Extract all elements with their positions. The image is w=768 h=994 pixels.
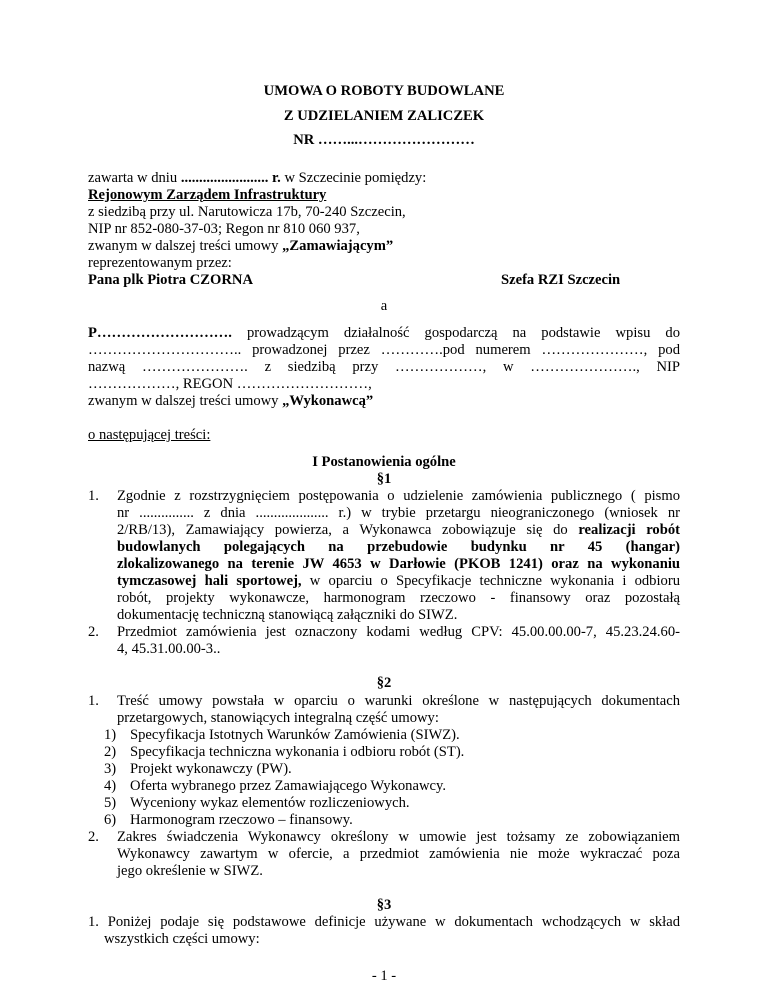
- s3-item1-line-1: 1. Poniżej podaje się podstawowe definicje używane w dokumentach wchodzących w skład: [88, 914, 680, 930]
- doc-list-number: 1): [104, 727, 117, 743]
- s2-item2-line-1: Zakres świadczenia Wykonawcy określony w umowie jest tożsamy ze zobowiązaniem: [117, 829, 680, 845]
- s1-item2-line-2: 4, 45.31.00.00-3..: [117, 641, 221, 657]
- following-text: o następującej treści:: [88, 427, 211, 443]
- section1-heading: I Postanowienia ogólne: [312, 454, 456, 470]
- doc-list-item: Oferta wybranego przez Zamawiającego Wykonawcy.: [130, 778, 446, 794]
- representative-role: Szefa RZI Szczecin: [501, 272, 621, 288]
- party1-name: Rejonowym Zarządem Infrastruktury: [88, 187, 327, 203]
- representative-name: Pana plk Piotra CZORNA: [88, 272, 253, 288]
- s2-item1-line-1: Treść umowy powstała w oparciu o warunki określone w następujących dokumentach: [117, 693, 680, 709]
- s1-item1-line-7: robót, projekty wykonawcze, harmonogram rzeczowo - finansowy oraz pozostałą: [117, 590, 680, 606]
- party1-called: zwanym w dalszej treści umowy „Zamawiającym”: [88, 238, 394, 254]
- s2-item2-line-2: Wykonawcy zawartym w ofercie, a przedmiot zamówienia nie może wykraczać poza: [117, 846, 680, 862]
- s1-item1-line-8: dokumentację techniczną stanowiącą załączniki do SIWZ.: [117, 607, 458, 623]
- s1-item1-line-5: zlokalizowanego na terenie JW 4653 w Darłowie (PKOB 1241) oraz na wykonaniu: [117, 556, 680, 572]
- page-number: - 1 -: [371, 968, 397, 984]
- section1-paragraph-1: §1: [376, 471, 392, 487]
- party1-address: z siedzibą przy ul. Narutowicza 17b, 70-240 Szczecin,: [88, 204, 406, 220]
- doc-list-number: 6): [104, 812, 117, 828]
- s2-item2-line-3: jego określenie w SIWZ.: [117, 863, 263, 879]
- section3-paragraph: §3: [376, 897, 392, 913]
- party2-called: zwanym w dalszej treści umowy „Wykonawcą”: [88, 393, 374, 409]
- s1-item1-line-6: tymczasowej hali sportowej, w oparciu o Specyfikacje techniczne wykonania i odbioru: [117, 573, 680, 589]
- title-line-1: UMOWA O ROBOTY BUDOWLANE: [263, 83, 505, 99]
- doc-list-item: Projekt wykonawczy (PW).: [130, 761, 292, 777]
- s1-item1-line-4: budowlanych polegających na przebudowie budynku nr 45 (hangar): [117, 539, 680, 555]
- party2-line-1: P………………………. prowadzącym działalność gospodarczą na podstawie wpisu do: [88, 325, 680, 341]
- doc-list-item: Harmonogram rzeczowo – finansowy.: [130, 812, 353, 828]
- concluded-line: zawarta w dniu ........................ r. w Szczecinie pomiędzy:: [88, 170, 427, 186]
- doc-list-item: Wyceniony wykaz elementów rozliczeniowych.: [130, 795, 410, 811]
- party1-ids: NIP nr 852-080-37-03; Regon nr 810 060 937,: [88, 221, 360, 237]
- represented-by: reprezentowanym przez:: [88, 255, 232, 271]
- and-separator: a: [380, 298, 388, 314]
- s3-item1-line-2: wszystkich części umowy:: [104, 931, 260, 947]
- doc-list-item: Specyfikacja Istotnych Warunków Zamówienia (SIWZ).: [130, 727, 460, 743]
- s1-item2-number: 2.: [88, 624, 99, 640]
- doc-list-number: 5): [104, 795, 117, 811]
- s1-item1-line-1: Zgodnie z rozstrzygnięciem postępowania o udzielenie zamówienia publicznego ( pismo: [117, 488, 680, 504]
- party2-line-3: nazwą …………………. z siedzibą przy ………………, w …………………., NIP: [88, 359, 680, 375]
- doc-list-item: Specyfikacja techniczna wykonania i odbioru robót (ST).: [130, 744, 465, 760]
- party2-line-2: ………………………….. prowadzonej przez ………….pod numerem …………………, pod: [88, 342, 680, 358]
- s2-item1-line-2: przetargowych, stanowiących integralną część umowy:: [117, 710, 439, 726]
- doc-list-number: 2): [104, 744, 117, 760]
- s1-item1-number: 1.: [88, 488, 99, 504]
- title-line-3: NR ……...……………………: [293, 132, 475, 148]
- s2-item2-number: 2.: [88, 829, 99, 845]
- doc-list-number: 3): [104, 761, 117, 777]
- s1-item1-line-3: 2/RB/13), Zamawiający powierza, a Wykonawca zobowiązuje się do realizacji robót: [117, 522, 680, 538]
- party2-line-4: ………………, REGON ………………………,: [88, 376, 372, 392]
- doc-list-number: 4): [104, 778, 117, 794]
- s1-item2-line-1: Przedmiot zamówienia jest oznaczony kodami według CPV: 45.00.00.00-7, 45.23.24.60-: [117, 624, 680, 640]
- s1-item1-line-2: nr ............... z dnia .................... r.) w trybie przetargu nieograniczonego (wniosek nr: [117, 505, 680, 521]
- title-line-2: Z UDZIELANIEM ZALICZEK: [283, 108, 485, 124]
- s2-item1-number: 1.: [88, 693, 99, 709]
- section2-paragraph: §2: [376, 675, 392, 691]
